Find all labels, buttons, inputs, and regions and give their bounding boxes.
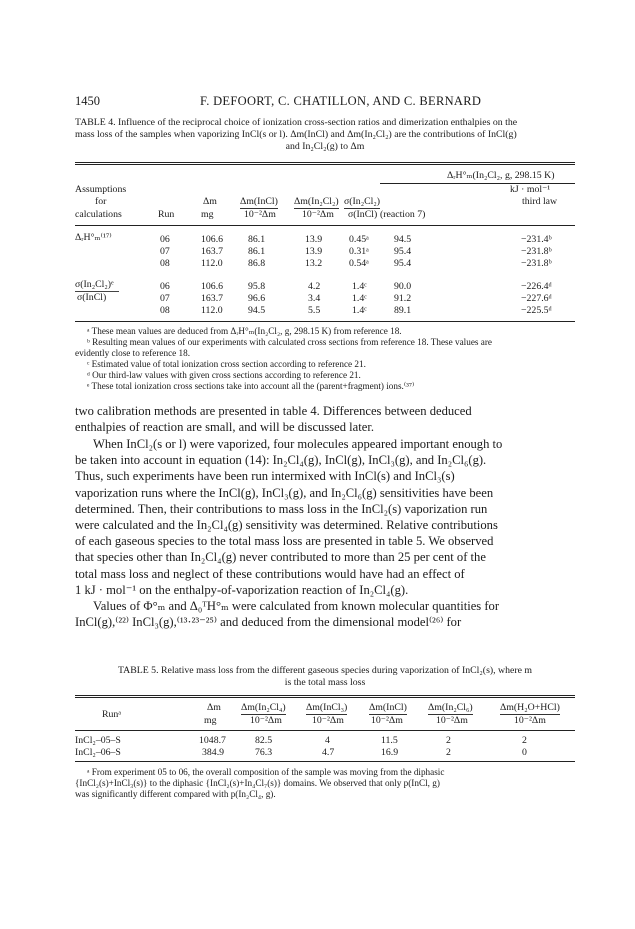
table4-dm: 106.6	[201, 281, 224, 292]
table4-run: 08	[160, 305, 170, 316]
table4-dm-in2cl2: 3.4	[308, 293, 321, 304]
table5-head-rule	[75, 730, 575, 731]
table5-header-in2cl4: Δm(In₂Cl₄)	[241, 702, 286, 713]
table4-dm-incl: 95.8	[248, 281, 266, 292]
table4-header-unit: kJ · mol⁻¹	[510, 184, 551, 195]
table5-header-in2cl6: Δm(In₂Cl₆)	[428, 702, 473, 713]
table5-h2o-hcl: 0	[522, 747, 527, 758]
table5-in2cl4: 82.5	[255, 735, 273, 746]
table4-header-sigma-ratio-den: σ(InCl)	[348, 209, 378, 220]
footnote-a: ᵃ From experiment 05 to 06, the overall composition of the sample was moving from the diphasic	[87, 767, 445, 777]
table4-run: 06	[160, 281, 170, 292]
table4-header-thirdlaw: third law	[522, 196, 558, 207]
table5-header-incl3: Δm(InCl₃)	[306, 702, 348, 713]
table5-header-incl: Δm(InCl)	[369, 702, 407, 713]
table4-group1-label: ΔᵣH°ₘ⁽¹⁷⁾	[75, 232, 112, 243]
table4-caption	[75, 117, 575, 153]
table5-caption-line2: is the total mass loss	[284, 677, 366, 688]
page-number: 1450	[75, 94, 100, 108]
table5-dm: 1048.7	[199, 735, 226, 746]
table5-footnotes	[75, 767, 575, 800]
table4-header-dm: Δm	[203, 196, 217, 207]
table4-caption-line2: mass loss of the samples when vaporizing InCl(s or l). Δm(InCl) and Δm(In₂Cl₂) are the contributions of InCl(g)	[75, 129, 517, 140]
table4-h-reaction: 95.4	[394, 246, 412, 257]
table4-h-reaction: 90.0	[394, 281, 412, 292]
table4-run: 06	[160, 234, 170, 245]
table5-header-unit: 10⁻²Δm	[250, 715, 282, 726]
body-paragraph-2	[75, 436, 578, 598]
body-line: that species other than In₂Cl₄(g) never contributed to more than 25 per cent of the	[75, 550, 486, 565]
table4-header-assumptions: Assumptions	[75, 184, 127, 195]
table5-in2cl4: 76.3	[255, 747, 273, 758]
body-paragraph-3	[75, 598, 578, 630]
table4-dm-incl: 86.1	[248, 246, 266, 257]
table4-header-dm-incl-unit: 10⁻²Δm	[244, 209, 276, 220]
table4-caption-line1: TABLE 4. Influence of the reciprocal choice of ionization cross-section ratios and dimerization enthalpies on the	[75, 117, 518, 128]
table5-incl3: 4.7	[322, 747, 335, 758]
footnote-a: ᵃ These mean values are deduced from ΔᵣH°ₘ(In₂Cl₂, g, 298.15 K) from reference 18.	[87, 326, 402, 336]
footnote-d: ᵈ Our third-law values with given cross sections according to reference 21.	[87, 370, 361, 380]
table4-h-thirdlaw: −231.8ᵇ	[521, 246, 552, 257]
table4-h-thirdlaw: −225.5ᵈ	[521, 305, 552, 316]
table5-run: InCl₂–06–S	[75, 747, 121, 758]
table4-h-reaction: 91.2	[394, 293, 412, 304]
table5-top-rule-2	[75, 697, 575, 698]
table4-header-dm-incl: Δm(InCl)	[240, 196, 278, 207]
table5-header-unit: 10⁻²Δm	[312, 715, 344, 726]
table5-header-run: Runᵃ	[102, 709, 122, 720]
footnote-c: ᶜ Estimated value of total ionization cross section according to reference 21.	[87, 359, 366, 369]
table5-header-unit: 10⁻²Δm	[436, 715, 468, 726]
body-paragraph-1	[75, 403, 578, 435]
table4-header-dm-in2cl2-unit: 10⁻²Δm	[302, 209, 334, 220]
table4-h-thirdlaw: −226.4ᵈ	[521, 281, 552, 292]
table5-bottom-rule	[75, 761, 575, 762]
table4-header-run: Run	[158, 209, 175, 220]
table5-caption	[75, 665, 575, 689]
body-line: Values of Φ°ₘ and Δ₀ᵀH°ₘ were calculated from known molecular quantities for	[93, 599, 500, 613]
table5-header-unit: 10⁻²Δm	[371, 715, 403, 726]
table4-dm-in2cl2: 13.9	[305, 234, 323, 245]
table4-run: 07	[160, 246, 170, 257]
table4-dm-incl: 86.1	[248, 234, 266, 245]
table4-head-rule	[75, 225, 575, 226]
table4-header-enthalpy: ΔᵣH°ₘ(In₂Cl₂, g, 298.15 K)	[447, 170, 555, 181]
table4-dm: 106.6	[201, 234, 224, 245]
table4-dm-in2cl2: 13.2	[305, 258, 323, 269]
table4-h-reaction: 95.4	[394, 258, 412, 269]
table4-sigma: 1.4ᶜ	[352, 305, 367, 316]
table4-sigma: 1.4ᶜ	[352, 281, 367, 292]
table4-sigma: 0.54ᵃ	[349, 258, 369, 269]
table5-run: InCl₂–05–S	[75, 735, 121, 746]
table4-footnotes	[75, 326, 575, 392]
table4-run: 07	[160, 293, 170, 304]
table4-dm: 112.0	[201, 258, 223, 269]
table4-dm: 112.0	[201, 305, 223, 316]
footnote-a-cont: {InCl₂(s)+InCl₃(s)} to the diphasic {InCl₂(s)+In₄Cl₇(s)} domains. We observed that only p(InCl, g)	[75, 778, 440, 788]
running-header-authors: F. DEFOORT, C. CHATILLON, AND C. BERNARD	[200, 94, 482, 108]
body-line: of each gaseous species to the total mass loss are presented in table 5. We observed	[75, 534, 494, 549]
footnote-a-cont: was significantly different compared with p(In₂Cl₄, g).	[75, 789, 276, 799]
table4-sigma: 1.4ᶜ	[352, 293, 367, 304]
table5-h2o-hcl: 2	[522, 735, 527, 746]
table4-dm: 163.7	[201, 246, 224, 257]
footnote-e: ᵉ These total ionization cross sections take into account all the (parent+fragment) ions.⁽³⁷⁾	[87, 381, 415, 391]
table4-dm: 163.7	[201, 293, 224, 304]
table4-sigma: 0.45ᵃ	[349, 234, 369, 245]
table4-header-sigma-ratio-num: σ(In₂Cl₂)	[344, 196, 381, 207]
body-line: determined. Then, their contributions to mass loss in the InCl₂(s) vaporization run	[75, 501, 488, 516]
body-line: When InCl₂(s or l) were vaporized, four molecules appeared important enough to	[93, 437, 503, 451]
table4-dm-incl: 94.5	[248, 305, 266, 316]
body-line: two calibration methods are presented in table 4. Differences between deduced	[75, 404, 472, 418]
table4-group2-label: σ(In₂Cl₂)ᵉ	[75, 279, 114, 290]
table4-top-rule	[75, 162, 575, 163]
table4-header-dm-in2cl2: Δm(In₂Cl₂)	[294, 196, 339, 207]
table5-header-dm-unit: mg	[204, 715, 217, 726]
table4-h-reaction: 89.1	[394, 305, 412, 316]
body-line: enthalpies of reaction are small, and will be discussed later.	[75, 420, 375, 435]
table5-incl: 11.5	[381, 735, 398, 746]
table4-top-rule-2	[75, 164, 575, 165]
body-line: total mass loss and neglect of these contributions would have had an effect of	[75, 566, 465, 581]
body-line: 1 kJ · mol⁻¹ on the enthalpy-of-vaporization reaction of In₂Cl₄(g).	[75, 582, 409, 597]
body-line: were calculated and the In₂Cl₄(g) sensitivity was determined. Relative contributions	[75, 518, 498, 533]
table4-dm-incl: 86.8	[248, 258, 266, 269]
table4-sigma: 0.31ᵃ	[349, 246, 369, 257]
body-line: Thus, such experiments have been run intermixed with InCl(s) and InCl₃(s)	[75, 469, 455, 484]
table5-top-rule	[75, 695, 575, 696]
table4-dm-in2cl2: 5.5	[308, 305, 321, 316]
body-line: vaporization runs where the InCl(g), InCl₃(g), and In₂Cl₆(g) sensitivities have been	[75, 485, 494, 500]
table5-in2cl6: 2	[446, 747, 451, 758]
table4-bottom-rule	[75, 321, 575, 322]
table4-header-for: for	[95, 196, 107, 207]
table4-group2-label-den: σ(InCl)	[77, 292, 107, 303]
table4-h-thirdlaw: −227.6ᵈ	[521, 293, 552, 304]
body-line: InCl(g),⁽²²⁾ InCl₃(g),⁽¹³·²³⁻²⁵⁾ and deduced from the dimensional model⁽²⁶⁾ for	[75, 615, 462, 630]
table4-caption-line3: and In₂Cl₂(g) to Δm	[285, 141, 365, 152]
table5-dm: 384.9	[202, 747, 225, 758]
table4-header-calculations: calculations	[75, 209, 122, 220]
table4-run: 08	[160, 258, 170, 269]
table4-h-reaction: 94.5	[394, 234, 412, 245]
table4-dm-incl: 96.6	[248, 293, 266, 304]
table5-header-dm: Δm	[207, 702, 221, 713]
table4-dm-in2cl2: 4.2	[308, 281, 321, 292]
table4-h-thirdlaw: −231.8ᵇ	[521, 258, 552, 269]
table5-incl: 16.9	[381, 747, 399, 758]
footnote-b: ᵇ Resulting mean values of our experiments with calculated cross sections from reference 18. These values are	[87, 337, 492, 347]
table4-h-thirdlaw: −231.4ᵇ	[521, 234, 552, 245]
footnote-b-cont: evidently close to reference 18.	[75, 348, 191, 358]
table5-header-unit: 10⁻²Δm	[514, 715, 546, 726]
table4-header-reaction: (reaction 7)	[380, 209, 426, 220]
table5-header-h2o-hcl: Δm(H₂O+HCl)	[500, 702, 560, 713]
table5-caption-line1: TABLE 5. Relative mass loss from the different gaseous species during vaporization of InCl₂(s), where m	[117, 665, 533, 676]
table4-header-dm-unit: mg	[201, 209, 214, 220]
table5-incl3: 4	[325, 735, 330, 746]
table5-in2cl6: 2	[446, 735, 451, 746]
table4-dm-in2cl2: 13.9	[305, 246, 323, 257]
body-line: be taken into account in equation (14): In₂Cl₄(g), InCl(g), InCl₃(g), and In₂Cl₆(g).	[75, 453, 487, 468]
